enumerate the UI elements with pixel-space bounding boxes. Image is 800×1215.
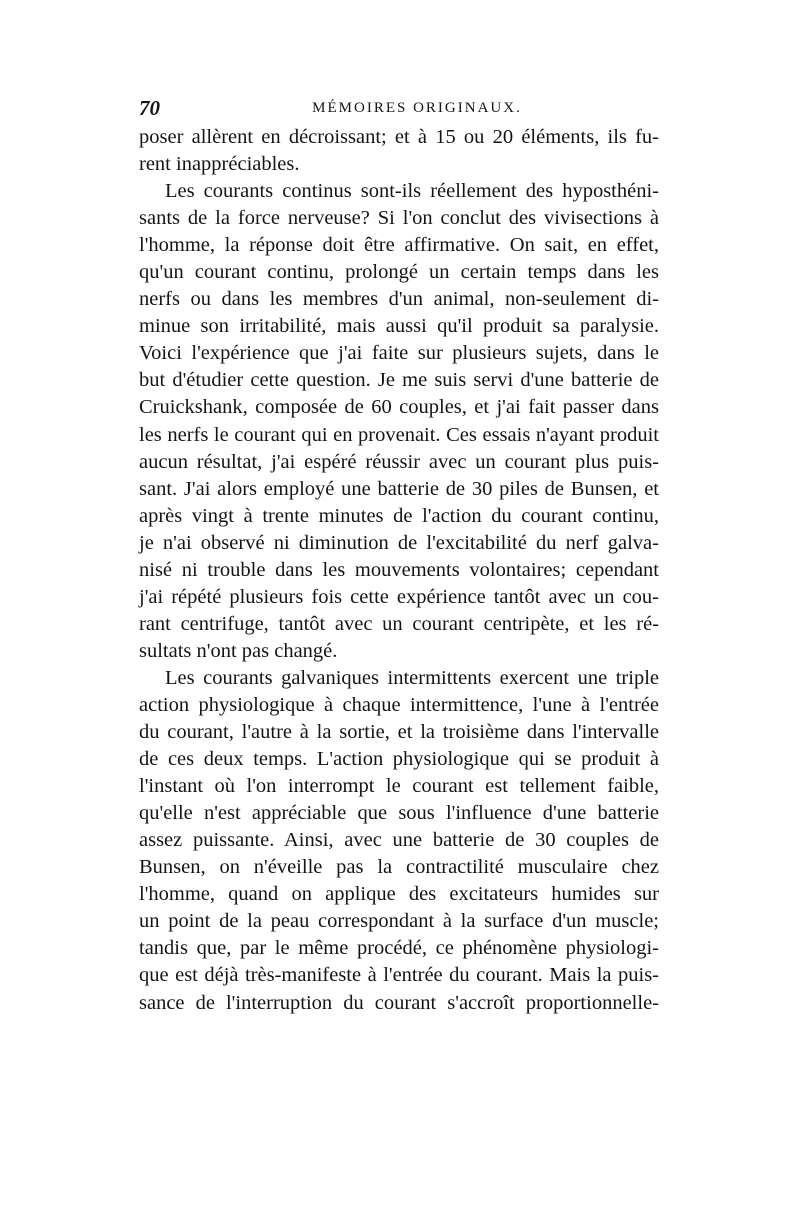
text-line: j'ai répété plusieurs fois cette expérience tantôt avec un cou-	[139, 585, 659, 608]
text-line: assez puissante. Ainsi, avec une batterie de 30 couples de	[139, 829, 659, 852]
running-head: MÉMOIRES ORIGINAUX.	[312, 100, 522, 116]
page-header	[139, 96, 659, 122]
text-line: les nerfs le courant qui en provenait. Ces essais n'ayant produit	[139, 423, 659, 446]
text-line: sance de l'interruption du courant s'accroît proportionnelle-	[139, 991, 659, 1014]
text-line: un point de la peau correspondant à la surface d'un muscle;	[139, 910, 659, 933]
text-line: Bunsen, on n'éveille pas la contractilité musculaire chez	[139, 856, 659, 879]
text-line: minue son irritabilité, mais aussi qu'il produit sa paralysie.	[139, 315, 659, 338]
text-line: sultats n'ont pas changé.	[139, 639, 338, 662]
text-line: rent inappréciables.	[139, 153, 300, 176]
text-line: que est déjà très-manifeste à l'entrée du courant. Mais la puis-	[139, 964, 659, 987]
text-line: action physiologique à chaque intermittence, l'une à l'entrée	[139, 693, 659, 716]
page-number: 70	[139, 96, 160, 120]
text-line: je n'ai observé ni diminution de l'excitabilité du nerf galva-	[139, 531, 659, 554]
text-line: l'homme, quand on applique des excitateurs humides sur	[139, 883, 659, 906]
text-line: but d'étudier cette question. Je me suis servi d'une batterie de	[139, 369, 659, 392]
text-line: sants de la force nerveuse? Si l'on conclut des vivisections à	[139, 207, 659, 230]
text-line: l'homme, la réponse doit être affirmative. On sait, en effet,	[139, 234, 659, 257]
body-text	[139, 124, 659, 1017]
text-line: qu'elle n'est appréciable que sous l'influence d'une batterie	[139, 802, 659, 825]
text-line: Voici l'expérience que j'ai faite sur plusieurs sujets, dans le	[139, 342, 659, 365]
text-line: Les courants continus sont-ils réellement des hyposthéni-	[165, 180, 659, 203]
text-line: de ces deux temps. L'action physiologique qui se produit à	[139, 748, 659, 771]
text-line: rant centrifuge, tantôt avec un courant centripète, et les ré-	[139, 612, 659, 635]
text-line: Les courants galvaniques intermittents exercent une triple	[165, 666, 659, 689]
text-line: aucun résultat, j'ai espéré réussir avec un courant plus puis-	[139, 450, 659, 473]
text-line: nerfs ou dans les membres d'un animal, non-seulement di-	[139, 288, 659, 311]
text-line: sant. J'ai alors employé une batterie de 30 piles de Bunsen, et	[139, 477, 659, 500]
text-line: tandis que, par le même procédé, ce phénomène physiologi-	[139, 937, 659, 960]
text-line: l'instant où l'on interrompt le courant est tellement faible,	[139, 775, 659, 798]
text-line: après vingt à trente minutes de l'action du courant continu,	[139, 504, 659, 527]
text-line: qu'un courant continu, prolongé un certain temps dans les	[139, 261, 659, 284]
text-line: poser allèrent en décroissant; et à 15 ou 20 éléments, ils fu-	[139, 126, 659, 148]
text-line: du courant, l'autre à la sortie, et la troisième dans l'intervalle	[139, 721, 659, 744]
text-line: Cruickshank, composée de 60 couples, et j'ai fait passer dans	[139, 396, 659, 419]
text-line: nisé ni trouble dans les mouvements volontaires; cependant	[139, 558, 659, 581]
